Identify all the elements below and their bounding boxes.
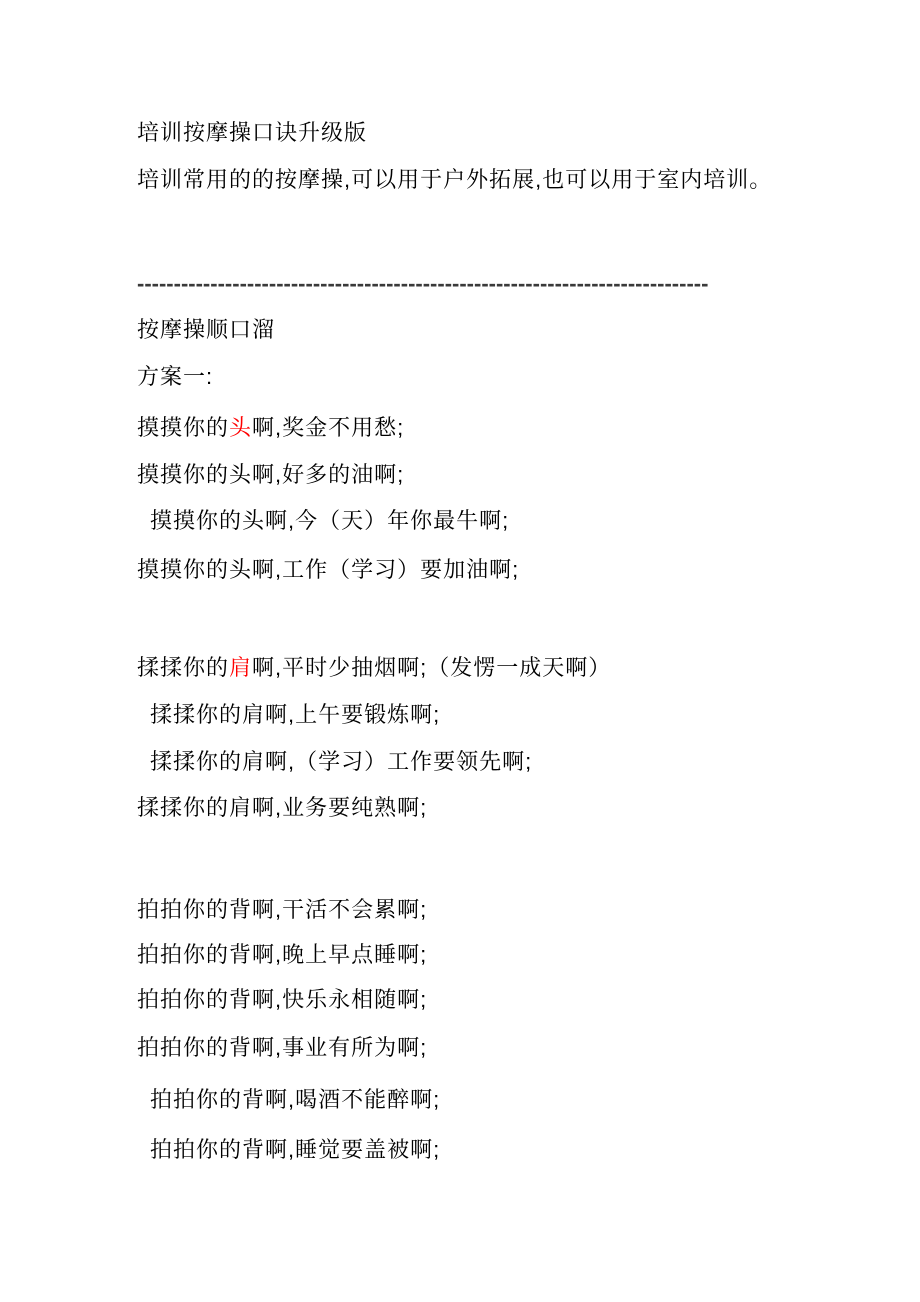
- verse-back-line-3: 拍拍你的背啊,快乐永相随啊;: [137, 987, 428, 1012]
- verse-head-highlight-char: 头: [229, 415, 253, 440]
- verse-head-line-2: 摸摸你的头啊,好多的油啊;: [137, 462, 405, 487]
- verse-shoulder-line-1: [137, 656, 611, 680]
- verse-head-line-1-pre: 摸摸你的: [137, 415, 230, 440]
- dashed-divider: ------------------------------------------------------------------------------: [137, 272, 709, 296]
- verse-back-line-2: 拍拍你的背啊,晚上早点睡啊;: [137, 942, 428, 967]
- verse-shoulder-line-4: 揉揉你的肩啊,业务要纯熟啊;: [137, 795, 428, 820]
- verse-shoulder-line-2: 揉揉你的肩啊,上午要锻炼啊;: [150, 702, 441, 727]
- plan-label: 方案一:: [137, 364, 214, 389]
- verse-shoulder-line-1-post: 啊,平时少抽烟啊;（发愣一成天啊）: [252, 655, 612, 680]
- verse-head-line-1-post: 啊,奖金不用愁;: [252, 415, 405, 440]
- verse-head-line-4: 摸摸你的头啊,工作（学习）要加油啊;: [137, 557, 520, 582]
- verse-back-line-6: 拍拍你的背啊,睡觉要盖被啊;: [150, 1137, 441, 1162]
- verse-back-line-1: 拍拍你的背啊,干活不会累啊;: [137, 897, 428, 922]
- doc-title: 培训按摩操口诀升级版: [137, 120, 368, 145]
- verse-shoulder-highlight-char: 肩: [229, 655, 253, 680]
- verse-head-line-3: 摸摸你的头啊,今（天）年你最牛啊;: [150, 508, 510, 533]
- verse-shoulder-line-3: 揉揉你的肩啊,（学习）工作要领先啊;: [150, 749, 533, 774]
- verse-back-line-4: 拍拍你的背啊,事业有所为啊;: [137, 1035, 428, 1060]
- verse-shoulder-line-1-pre: 揉揉你的: [137, 655, 230, 680]
- doc-intro: 培训常用的的按摩操,可以用于户外拓展,也可以用于室内培训。: [137, 167, 773, 192]
- verse-back-line-5: 拍拍你的背啊,喝酒不能醉啊;: [150, 1087, 441, 1112]
- verse-head-line-1: [137, 416, 404, 440]
- section-title: 按摩操顺口溜: [137, 317, 276, 342]
